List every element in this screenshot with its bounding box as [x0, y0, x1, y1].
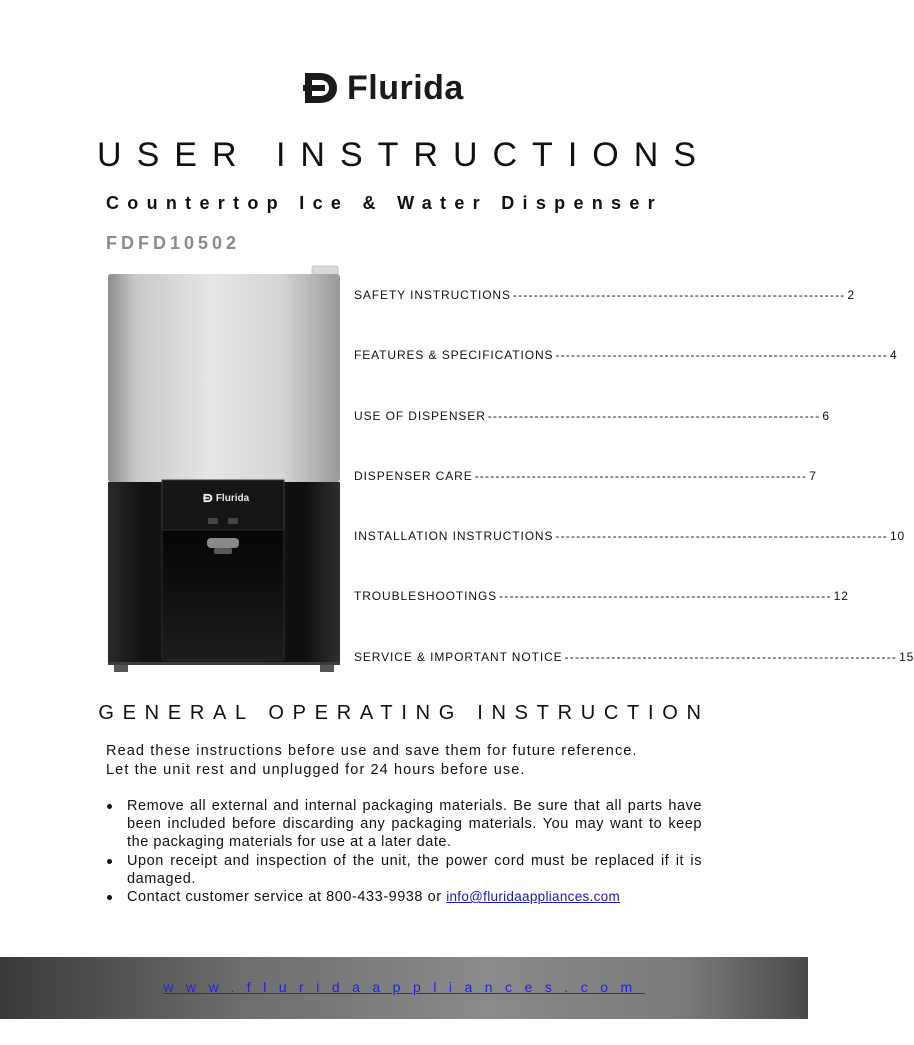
instruction-list — [106, 797, 702, 906]
brand-logo — [303, 70, 464, 106]
list-item — [106, 797, 702, 852]
footer-bar — [0, 957, 808, 1019]
toc-item-installation[interactable] — [354, 529, 906, 589]
toc-leader: ---------------------------------------------------------------- — [499, 589, 832, 604]
toc-label: USE OF DISPENSER — [354, 408, 486, 423]
toc-label: SAFETY INSTRUCTIONS — [354, 288, 511, 302]
toc-label: FEATURES & SPECIFICATIONS — [354, 348, 554, 363]
contact-text: Contact customer service at 800-433-9938 or — [127, 889, 447, 906]
toc-item-safety[interactable] — [354, 288, 856, 348]
toc-leader: ---------------------------------------------------------------- — [512, 288, 846, 302]
bullet-icon — [107, 804, 112, 809]
toc-item-troubleshooting[interactable] — [354, 589, 849, 649]
intro-line: Let the unit rest and unplugged for 24 hours before use. — [106, 762, 526, 778]
document-subtitle: Countertop Ice & Water Dispenser — [106, 193, 663, 213]
toc-page: 15 — [899, 649, 914, 664]
toc-label: INSTALLATION INSTRUCTIONS — [354, 529, 554, 544]
list-item-text: Upon receipt and inspection of the unit, the power cord must be replaced if it is damaged. — [127, 852, 702, 887]
toc-leader: ---------------------------------------------------------------- — [555, 348, 888, 363]
brand-name: Flurida — [347, 69, 464, 107]
dispenser-panel-brand — [176, 490, 276, 506]
toc-page: 7 — [809, 468, 817, 483]
toc-label: TROUBLESHOOTINGS — [354, 589, 498, 604]
model-number: FDFD10502 — [106, 233, 241, 253]
list-item-text: Remove all external and internal packaging materials. Be sure that all parts have been included before discarding any packaging materials. You may want to keep the packaging materials for use at a later date. — [127, 798, 702, 851]
toc-leader: ---------------------------------------------------------------- — [564, 649, 898, 664]
toc-page: 10 — [889, 529, 906, 544]
dispenser-panel-brand-text: Flurida — [215, 492, 250, 504]
intro-line: Read these instructions before use and save them for future reference. — [106, 743, 638, 759]
toc-item-features[interactable] — [354, 348, 898, 408]
toc-page: 4 — [889, 348, 898, 363]
toc-item-use[interactable] — [354, 408, 830, 469]
section-title: GENERAL OPERATING INSTRUCTION — [98, 702, 710, 724]
intro-text — [106, 742, 706, 780]
toc-label: SERVICE & IMPORTANT NOTICE — [354, 649, 563, 664]
toc-leader: ---------------------------------------------------------------- — [555, 529, 888, 544]
toc-leader: ---------------------------------------------------------------- — [474, 468, 808, 483]
email-link[interactable]: info@fluridaappliances.com — [446, 889, 621, 905]
flurida-logo-icon — [203, 493, 213, 503]
toc-page: 12 — [833, 589, 849, 604]
toc-label: DISPENSER CARE — [354, 468, 473, 483]
toc-page: 6 — [822, 408, 830, 423]
toc-page: 2 — [847, 288, 856, 302]
toc-item-care[interactable] — [354, 468, 817, 529]
bullet-icon — [107, 859, 112, 864]
bullet-icon — [107, 895, 112, 900]
dispenser-product-image — [104, 262, 344, 682]
website-link[interactable]: www.fluridaappliances.com — [163, 979, 645, 995]
flurida-logo-icon — [303, 71, 339, 105]
toc-leader: ---------------------------------------------------------------- — [487, 408, 821, 423]
document-title: USER INSTRUCTIONS — [97, 136, 711, 174]
list-item — [106, 852, 702, 888]
table-of-contents — [354, 288, 914, 710]
list-item — [106, 888, 702, 906]
